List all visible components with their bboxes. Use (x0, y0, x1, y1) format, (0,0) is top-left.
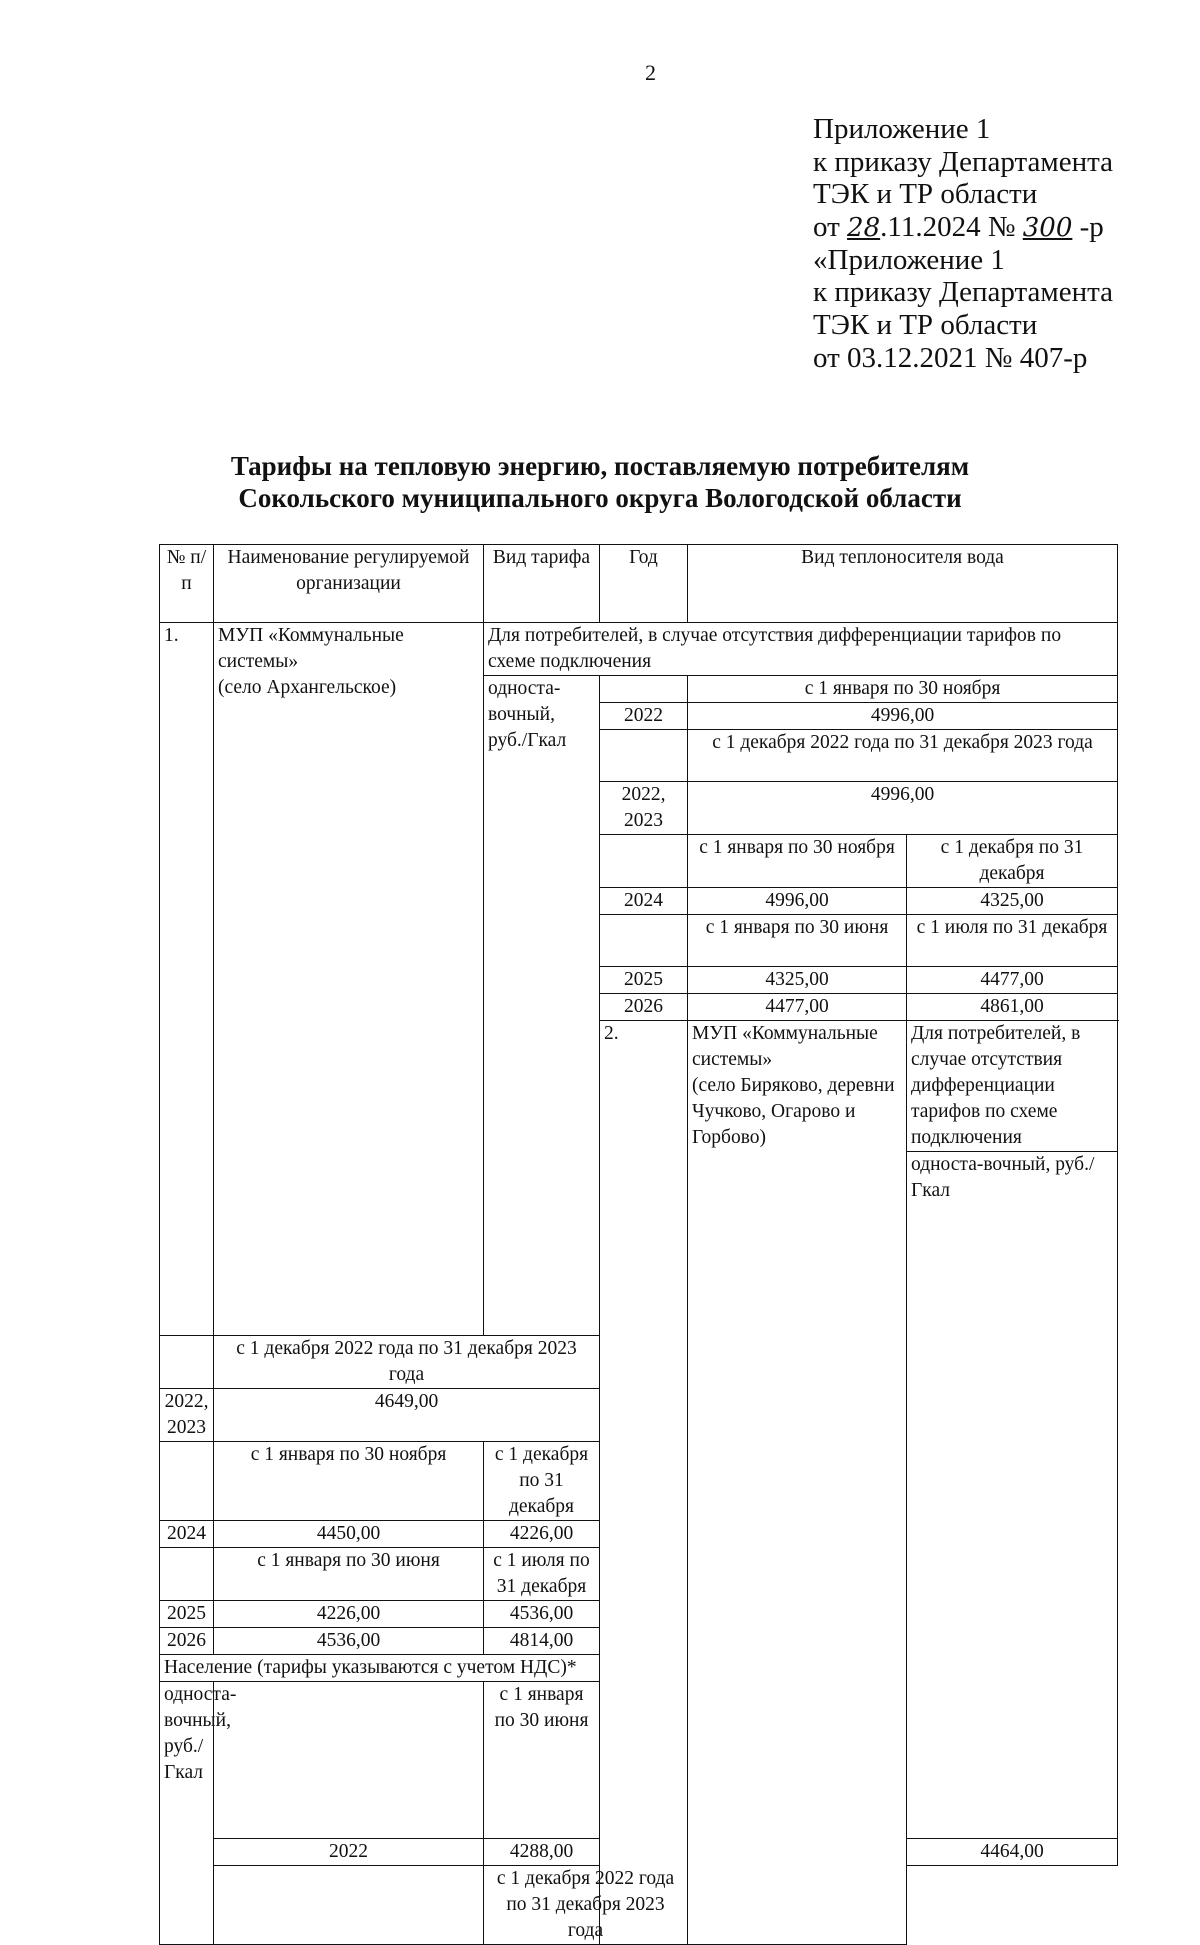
row2-period: с 1 января по 30 ноября (214, 1442, 484, 1521)
row2-year: 2022, 2023 (160, 1389, 214, 1442)
row2-population-group: Население (тарифы указываются с учетом НДС)* (160, 1655, 688, 1682)
appendix-block (813, 113, 1113, 375)
row1-empty-year (600, 730, 688, 782)
row2-pop-value: 4464,00 (907, 1839, 1118, 1866)
row2-value: 4226,00 (484, 1521, 600, 1548)
row1-year: 2026 (600, 994, 688, 1021)
appendix-line: «Приложение 1 (813, 243, 1005, 276)
row2-value: 4536,00 (484, 1601, 600, 1628)
row2-empty-year (214, 1866, 484, 1945)
row1-org (214, 623, 484, 1336)
row2-org (688, 1021, 907, 1945)
row1-value: 4325,00 (688, 967, 907, 994)
row2-empty-year (214, 1682, 484, 1839)
appendix-mid: .11.2024 № (880, 211, 1023, 244)
row2-value: 4536,00 (214, 1628, 484, 1655)
row1-kind: односта-вочный, руб./Гкал (484, 676, 600, 1336)
row2-period: с 1 декабря 2022 года по 31 декабря 2023 года (214, 1336, 600, 1389)
row2-value: 4226,00 (214, 1601, 484, 1628)
appendix-suffix: -р (1072, 211, 1104, 244)
row2-value: 4814,00 (484, 1628, 600, 1655)
header-carrier: Вид теплоносителя вода (688, 545, 1118, 623)
row2-period: с 1 июля по 31 декабря (484, 1548, 600, 1601)
row1-year: 2025 (600, 967, 688, 994)
row1-period: с 1 января по 30 ноября (688, 835, 907, 888)
row2-year: 2026 (160, 1628, 214, 1655)
row1-value: 4477,00 (907, 967, 1118, 994)
table-header-row (160, 545, 1118, 623)
row1-org-name: МУП «Коммунальные системы» (218, 625, 404, 672)
row2-empty-year (160, 1548, 214, 1601)
row1-empty-year (600, 835, 688, 888)
row1-org-location: (село Архангельское) (218, 677, 397, 698)
appendix-line: ТЭК и ТР области (813, 178, 1038, 211)
row2-value: 4649,00 (214, 1389, 600, 1442)
row2-pop-year: 2022 (214, 1839, 484, 1866)
row1-value: 4996,00 (688, 703, 1118, 730)
appendix-order-date (813, 211, 1113, 244)
row2-pop-kind: односта-вочный, руб./Гкал (160, 1682, 214, 1945)
row1-empty-year (600, 915, 688, 967)
row1-value: 4861,00 (907, 994, 1118, 1021)
row1-value: 4477,00 (688, 994, 907, 1021)
header-org: Наименование регулируемой организации (214, 545, 484, 623)
document-title (150, 450, 1050, 514)
row1-group: Для потребителей, в случае отсутствия дифференциации тарифов по схеме подключения (484, 623, 1118, 676)
header-num: № п/п (160, 545, 214, 623)
row1-year: 2022 (600, 703, 688, 730)
appendix-line: Приложение 1 (813, 113, 991, 145)
header-kind: Вид тарифа (484, 545, 600, 623)
row2-year: 2025 (160, 1601, 214, 1628)
appendix-line: ТЭК и ТР области (813, 309, 1038, 342)
row2-org-location: (село Биряково, деревни Чучково, Огарово и Горбово) (692, 1075, 895, 1148)
row2-kind: односта-вочный, руб./Гкал (907, 1152, 1118, 1839)
row1-empty-year (600, 676, 688, 703)
table-row (160, 623, 1118, 676)
row2-value: 4450,00 (214, 1521, 484, 1548)
row1-period: с 1 января по 30 ноября (688, 676, 1118, 703)
row1-period: с 1 января по 30 июня (688, 915, 907, 967)
title-line-2: Сокольского муниципального округа Вологодской области (238, 483, 962, 513)
appendix-line: от 03.12.2021 № 407-р (813, 341, 1088, 374)
row2-pop-period: с 1 января по 30 июня (484, 1682, 600, 1839)
row1-year: 2022, 2023 (600, 782, 688, 835)
appendix-line: к приказу Департамента (813, 276, 1114, 309)
row2-pop-period: с 1 декабря 2022 года по 31 декабря 2023 года (484, 1866, 688, 1945)
row2-period: с 1 декабря по 31 декабря (484, 1442, 600, 1521)
row2-empty-year (160, 1336, 214, 1389)
row2-empty-year (160, 1442, 214, 1521)
row1-period: с 1 июля по 31 декабря (907, 915, 1118, 967)
tariff-table (159, 544, 1118, 1945)
table-row (160, 1866, 1118, 1945)
row2-period: с 1 января по 30 июня (214, 1548, 484, 1601)
row1-value: 4325,00 (907, 888, 1118, 915)
row1-value: 4996,00 (688, 782, 1118, 835)
row2-group: Для потребителей, в случае отсутствия дифференциации тарифов по схеме подключения (907, 1021, 1118, 1152)
row1-period: с 1 декабря 2022 года по 31 декабря 2023 года (688, 730, 1118, 782)
page-number: 2 (645, 60, 656, 85)
title-line-1: Тарифы на тепловую энергию, поставляемую потребителям (230, 451, 970, 481)
row2-year: 2024 (160, 1521, 214, 1548)
row1-year: 2024 (600, 888, 688, 915)
row1-num: 1. (160, 623, 214, 1336)
handwritten-day: 28 (847, 213, 881, 244)
appendix-prefix: от (813, 211, 848, 244)
handwritten-number: 300 (1022, 213, 1073, 244)
row2-num: 2. (600, 1021, 688, 1945)
row2-pop-value: 4288,00 (484, 1839, 600, 1866)
row2-org-name: МУП «Коммунальные системы» (692, 1023, 878, 1070)
header-year: Год (600, 545, 688, 623)
appendix-line: к приказу Департамента (813, 145, 1114, 178)
row1-value: 4996,00 (688, 888, 907, 915)
row1-period: с 1 декабря по 31 декабря (907, 835, 1118, 888)
